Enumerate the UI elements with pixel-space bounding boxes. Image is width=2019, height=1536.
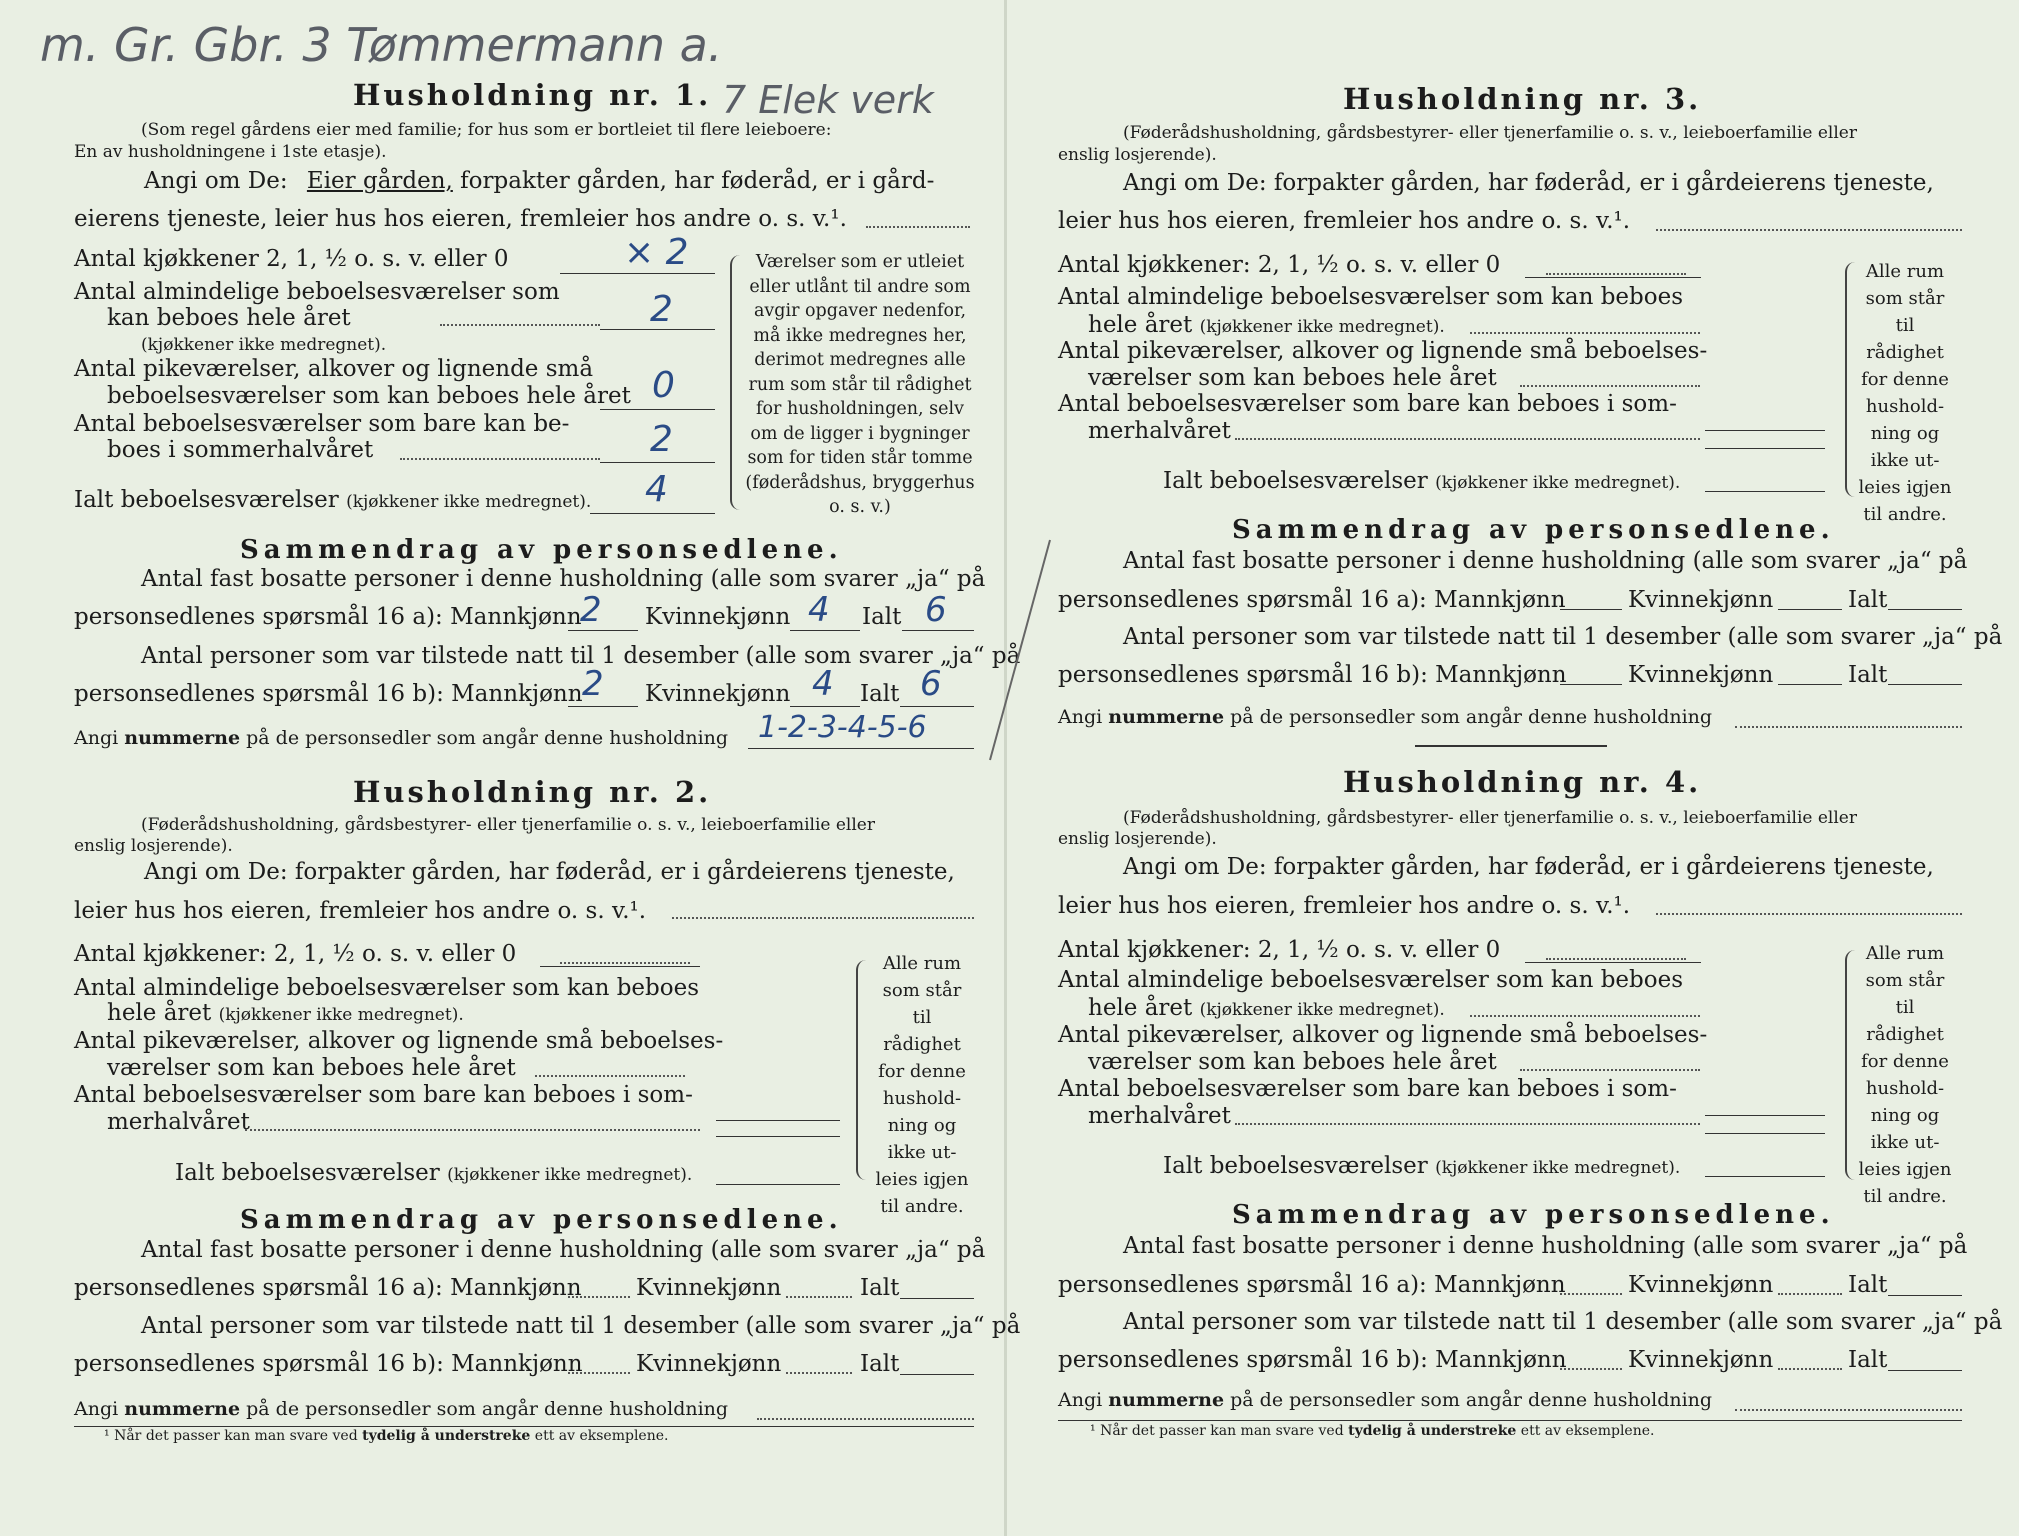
- pencil-stroke: [980, 530, 1060, 770]
- h2-a-female-line: [786, 1296, 852, 1298]
- h3-summer-label-1: Antal beboelsesværelser som bare kan beboes i som-: [1058, 391, 1677, 417]
- right-footnote: [1090, 1423, 1654, 1439]
- h1-ask-line-1: [144, 168, 934, 194]
- h4-b-total-line: [1888, 1370, 1962, 1371]
- right-footnote-text-3: ett av eksemplene.: [1520, 1423, 1655, 1439]
- h3-small-dots: [1520, 385, 1700, 387]
- h4-a-male-line: [1560, 1293, 1622, 1295]
- h4-small-dots: [1520, 1069, 1700, 1071]
- h1-title: Husholdning nr. 1.: [353, 78, 712, 112]
- h3-total-label: [1163, 468, 1680, 494]
- h1-numbers-keyword: nummerne: [124, 727, 241, 749]
- h2-ordinary-text: hele året: [107, 1000, 212, 1026]
- h1-a-total-label: Ialt: [862, 604, 902, 630]
- h1-kitchens-value: × 2: [624, 232, 689, 273]
- h4-b-total-label: Ialt: [1848, 1347, 1888, 1373]
- left-footnote: [104, 1428, 668, 1444]
- h2-summary-b-line-1: Antal personer som var tilstede natt til 1 desember (alle som svarer „ja“ på: [141, 1313, 1021, 1339]
- h2-numbers-rest: på de personsedler som angår denne husholdning: [246, 1398, 729, 1420]
- left-footnote-rule: [74, 1426, 974, 1427]
- h1-ask-dots: [866, 226, 970, 228]
- h3-summer-line-2: [1705, 448, 1825, 449]
- h3-kitchens-label: Antal kjøkkener: 2, 1, ½ o. s. v. eller 0: [1058, 252, 1501, 278]
- h1-summer-value: 2: [650, 419, 673, 460]
- h1-small-label-2: beboelsesværelser som kan beboes hele året: [107, 383, 631, 409]
- h2-side-note: Alle rum som står til rådighet for denne hushold-ning og ikke ut-leies igjen til andre.: [875, 953, 969, 1217]
- h3-a-female-line: [1778, 609, 1842, 610]
- h1-kitchens-label: Antal kjøkkener 2, 1, ½ o. s. v. eller 0: [74, 246, 509, 272]
- h4-b-male-line: [1560, 1368, 1622, 1370]
- h2-ask-dots: [672, 917, 974, 919]
- h4-summer-label-1: Antal beboelsesværelser som bare kan beboes i som-: [1058, 1076, 1677, 1102]
- h4-numbers-rest: på de personsedler som angår denne husholdning: [1230, 1389, 1713, 1411]
- h1-small-line: [600, 409, 715, 410]
- h2-total-label: [175, 1160, 692, 1186]
- h3-a-male-line: [1560, 609, 1622, 610]
- h3-summary-a-line-2: personsedlenes spørsmål 16 a): Mannkjønn: [1058, 587, 1566, 613]
- h2-summary-b-line-2: personsedlenes spørsmål 16 b): Mannkjønn: [74, 1351, 583, 1377]
- h1-a-female-line: [790, 630, 860, 631]
- h2-ordinary-label-1: Antal almindelige beboelsesværelser som kan beboes: [74, 975, 700, 1001]
- h3-side-brace: [1845, 262, 1857, 497]
- h3-ordinary-label-1: Antal almindelige beboelsesværelser som kan beboes: [1058, 284, 1684, 310]
- h1-b-female-label: Kvinnekjønn: [645, 681, 791, 707]
- h4-summer-line: [1705, 1115, 1825, 1116]
- h2-b-total-line: [900, 1374, 974, 1375]
- h2-b-total-label: Ialt: [860, 1351, 900, 1377]
- h4-kitchens-dots: [1546, 958, 1686, 960]
- h1-summary-b-line-2: personsedlenes spørsmål 16 b): Mannkjønn: [74, 681, 583, 707]
- h2-kitchens-line: [540, 966, 700, 967]
- h2-ask-line-2: leier hus hos eieren, fremleier hos andre o. s. v.¹.: [74, 898, 647, 924]
- h4-summary-title: Sammendrag av personsedlene.: [1232, 1200, 1835, 1230]
- h2-a-total-line: [900, 1298, 974, 1299]
- h4-side-brace: [1845, 950, 1857, 1180]
- h4-note-line-2: enslig losjerende).: [1058, 829, 1217, 849]
- h1-side-note: Værelser som er utleiet eller utlånt til andre som avgir opgaver nedenfor, må ikke medregnes her, derimot medregnes alle rum som står til rådighet for husholdningen, selv om de ligger i bygninger som for tiden står tomme (føderådshus, bryggerhus o. s. v.): [745, 252, 975, 517]
- h2-a-female-label: Kvinnekjønn: [636, 1275, 782, 1301]
- h3-ordinary-note: (kjøkkener ikke medregnet).: [1199, 317, 1445, 337]
- h3-note-line-2: enslig losjerende).: [1058, 145, 1217, 165]
- h1-kitchens-line: [560, 273, 715, 274]
- h1-b-female-value: 4: [812, 664, 834, 704]
- h2-summary-a-line-1: Antal fast bosatte personer i denne husholdning (alle som svarer „ja“ på: [141, 1237, 986, 1263]
- h3-side-note: Alle rum som står til rådighet for denne hushold-ning og ikke ut-leies igjen til andre.: [1858, 261, 1952, 525]
- h1-b-male-value: 2: [582, 664, 604, 704]
- h3-ask-line-2: leier hus hos eieren, fremleier hos andre o. s. v.¹.: [1058, 208, 1631, 234]
- h1-ordinary-note: (kjøkkener ikke medregnet).: [141, 335, 387, 355]
- h2-summer-dots: [245, 1129, 700, 1131]
- h3-kitchens-dots: [1546, 273, 1686, 275]
- h3-a-total-label: Ialt: [1848, 587, 1888, 613]
- h2-numbers-line: [757, 1418, 974, 1420]
- h1-ask-rest: forpakter gården, har føderåd, er i gård-: [460, 168, 935, 194]
- h2-kitchens-dots: [560, 962, 690, 964]
- h3-b-male-line: [1560, 684, 1622, 685]
- h2-summer-line: [716, 1120, 840, 1121]
- h1-a-male-line: [568, 630, 638, 631]
- h3-ordinary-label-2: [1088, 312, 1445, 338]
- h3-summary-a-line-1: Antal fast bosatte personer i denne husholdning (alle som svarer „ja“ på: [1123, 548, 1968, 574]
- h1-summer-dots: [400, 458, 600, 460]
- h4-total-text: Ialt beboelsesværelser: [1163, 1153, 1428, 1179]
- h1-b-total-line: [900, 706, 974, 707]
- h4-summary-b-line-1: Antal personer som var tilstede natt til 1 desember (alle som svarer „ja“ på: [1123, 1309, 2003, 1335]
- h1-a-male-value: 2: [580, 590, 602, 630]
- h3-kitchens-line: [1525, 277, 1701, 278]
- h4-total-line: [1705, 1176, 1825, 1177]
- h2-b-female-label: Kvinnekjønn: [636, 1351, 782, 1377]
- h1-total-line: [590, 513, 715, 514]
- h1-summary-a-line-2: personsedlenes spørsmål 16 a): Mannkjønn: [74, 604, 582, 630]
- h2-note-line-1: (Føderådshusholdning, gårdsbestyrer- eller tjenerfamilie o. s. v., leieboerfamilie eller: [141, 815, 875, 835]
- h3-numbers-label: [1058, 706, 1712, 728]
- h4-summary-a-line-1: Antal fast bosatte personer i denne husholdning (alle som svarer „ja“ på: [1123, 1233, 1968, 1259]
- h1-numbers-prefix: Angi: [74, 727, 119, 749]
- h1-numbers-label: [74, 727, 728, 749]
- h3-b-female-label: Kvinnekjønn: [1628, 662, 1774, 688]
- h1-note-line-2: En av husholdningene i 1ste etasje).: [74, 142, 387, 162]
- h4-ordinary-label-1: Antal almindelige beboelsesværelser som kan beboes: [1058, 967, 1684, 993]
- h4-summer-label-2: merhalvåret: [1088, 1103, 1231, 1129]
- h1-ordinary-dots: [440, 324, 600, 326]
- h3-small-label-1: Antal pikeværelser, alkover og lignende små beboelses-: [1058, 338, 1708, 364]
- h1-small-label-1: Antal pikeværelser, alkover og lignende små: [74, 356, 594, 382]
- h4-small-label-1: Antal pikeværelser, alkover og lignende små beboelses-: [1058, 1022, 1708, 1048]
- h4-b-female-label: Kvinnekjønn: [1628, 1347, 1774, 1373]
- h2-numbers-keyword: nummerne: [124, 1398, 241, 1420]
- h3-b-total-line: [1888, 684, 1962, 685]
- h4-summary-b-line-2: personsedlenes spørsmål 16 b): Mannkjønn: [1058, 1347, 1567, 1373]
- h4-ordinary-dots: [1470, 1015, 1700, 1017]
- h2-total-text: Ialt beboelsesværelser: [175, 1160, 440, 1186]
- h4-numbers-line: [1735, 1409, 1962, 1411]
- h4-numbers-keyword: nummerne: [1108, 1389, 1225, 1411]
- h2-summer-label-1: Antal beboelsesværelser som bare kan beboes i som-: [74, 1082, 693, 1108]
- h3-b-total-label: Ialt: [1848, 662, 1888, 688]
- h1-ordinary-value: 2: [650, 289, 673, 330]
- h1-total-label: [74, 487, 591, 513]
- h2-title: Husholdning nr. 2.: [353, 775, 712, 809]
- h1-ask-prefix: Angi om De:: [144, 168, 288, 194]
- h3-ask-dots: [1656, 229, 1962, 231]
- h1-summer-label-2: boes i sommerhalvåret: [107, 437, 374, 463]
- h3-numbers-line: [1735, 726, 1962, 728]
- h1-summary-b-line-1: Antal personer som var tilstede natt til 1 desember (alle som svarer „ja“ på: [141, 643, 1021, 669]
- h1-summary-title: Sammendrag av personsedlene.: [240, 535, 843, 565]
- h4-ordinary-note: (kjøkkener ikke medregnet).: [1199, 1000, 1445, 1020]
- h3-summer-line: [1705, 430, 1825, 431]
- handwritten-top-note: m. Gr. Gbr. 3 Tømmermann a.: [40, 18, 723, 72]
- h1-ordinary-label-2: kan beboes hele året: [107, 305, 351, 331]
- h1-summer-line: [600, 462, 715, 463]
- h2-small-label-2: værelser som kan beboes hele året: [107, 1055, 516, 1081]
- pencil-stroke-path: [990, 540, 1050, 760]
- h3-numbers-prefix: Angi: [1058, 706, 1103, 728]
- h3-small-label-2: værelser som kan beboes hele året: [1088, 365, 1497, 391]
- h2-total-line: [716, 1184, 840, 1185]
- h3-numbers-keyword: nummerne: [1108, 706, 1225, 728]
- h4-side-note: Alle rum som står til rådighet for denne hushold-ning og ikke ut-leies igjen til andre.: [1858, 943, 1952, 1207]
- h1-note-line-1: (Som regel gårdens eier med familie; for hus som er bortleiet til flere leieboere:: [141, 120, 832, 140]
- h4-kitchens-line: [1525, 962, 1701, 963]
- h1-numbers-line: [748, 748, 974, 749]
- h1-ask-owner: Eier gården,: [306, 168, 453, 194]
- h4-ordinary-text: hele året: [1088, 995, 1193, 1021]
- h4-a-female-line: [1778, 1293, 1842, 1295]
- h2-b-female-line: [786, 1372, 852, 1374]
- left-footnote-text-2: tydelig å understreke: [362, 1428, 531, 1444]
- h4-a-total-line: [1888, 1295, 1962, 1296]
- h2-small-label-1: Antal pikeværelser, alkover og lignende små beboelses-: [74, 1028, 724, 1054]
- h3-total-line: [1705, 491, 1825, 492]
- h1-b-female-line: [790, 706, 860, 707]
- h1-total-text: Ialt beboelsesværelser: [74, 487, 339, 513]
- h4-numbers-prefix: Angi: [1058, 1389, 1103, 1411]
- h1-ask-line-2: eierens tjeneste, leier hus hos eieren, fremleier hos andre o. s. v.¹.: [74, 206, 847, 232]
- h1-a-total-line: [902, 630, 974, 631]
- h4-small-label-2: værelser som kan beboes hele året: [1088, 1049, 1497, 1075]
- h4-summer-dots: [1235, 1123, 1700, 1125]
- h1-summary-a-line-1: Antal fast bosatte personer i denne husholdning (alle som svarer „ja“ på: [141, 566, 986, 592]
- h2-ask-line-1: Angi om De: forpakter gården, har føderåd, er i gårdeierens tjeneste,: [144, 859, 955, 885]
- h2-small-dots: [535, 1075, 685, 1077]
- h4-b-female-line: [1778, 1368, 1842, 1370]
- h2-kitchens-label: Antal kjøkkener: 2, 1, ½ o. s. v. eller 0: [74, 941, 517, 967]
- h3-summary-b-line-1: Antal personer som var tilstede natt til 1 desember (alle som svarer „ja“ på: [1123, 624, 2003, 650]
- h1-total-value: 4: [645, 469, 668, 510]
- h4-total-note: (kjøkkener ikke medregnet).: [1435, 1158, 1681, 1178]
- h4-title: Husholdning nr. 4.: [1343, 765, 1702, 799]
- handwritten-top-note-2: 7 Elek verk: [722, 78, 934, 122]
- h2-summary-a-line-2: personsedlenes spørsmål 16 a): Mannkjønn: [74, 1275, 582, 1301]
- h4-total-label: [1163, 1153, 1680, 1179]
- h3-ordinary-dots: [1470, 332, 1700, 334]
- h3-b-female-line: [1778, 684, 1842, 685]
- h4-summer-line-2: [1705, 1133, 1825, 1134]
- h3-a-total-line: [1888, 609, 1962, 610]
- h1-a-female-label: Kvinnekjønn: [645, 604, 791, 630]
- h2-ordinary-label-2: [107, 1000, 464, 1026]
- h1-total-note: (kjøkkener ikke medregnet).: [346, 492, 592, 512]
- h2-note-line-2: enslig losjerende).: [74, 836, 233, 856]
- h1-a-female-value: 4: [808, 590, 830, 630]
- left-footnote-text-3: ett av eksemplene.: [534, 1428, 669, 1444]
- left-footnote-text-1: Når det passer kan man svare ved: [114, 1428, 358, 1444]
- left-footnote-mark: ¹: [104, 1428, 110, 1444]
- h2-b-male-line: [568, 1372, 630, 1374]
- h2-a-total-label: Ialt: [860, 1275, 900, 1301]
- h4-ask-line-1: Angi om De: forpakter gården, har føderåd, er i gårdeierens tjeneste,: [1123, 854, 1934, 880]
- h3-total-note: (kjøkkener ikke medregnet).: [1435, 473, 1681, 493]
- h2-numbers-label: [74, 1398, 728, 1420]
- h4-numbers-label: [1058, 1389, 1712, 1411]
- right-footnote-text-2: tydelig å understreke: [1348, 1423, 1517, 1439]
- h2-summer-label-2: merhalvåret: [107, 1109, 250, 1135]
- h3-a-female-label: Kvinnekjønn: [1628, 587, 1774, 613]
- h2-summary-title: Sammendrag av personsedlene.: [240, 1205, 843, 1235]
- h2-total-note: (kjøkkener ikke medregnet).: [447, 1165, 693, 1185]
- h3-summer-label-2: merhalvåret: [1088, 418, 1231, 444]
- h3-numbers-rest: på de personsedler som angår denne husholdning: [1230, 706, 1713, 728]
- right-footnote-mark: ¹: [1090, 1423, 1096, 1439]
- h3-ordinary-text: hele året: [1088, 312, 1193, 338]
- h2-a-male-line: [568, 1296, 630, 1298]
- h1-b-male-line: [568, 706, 638, 707]
- h1-ordinary-label-1: Antal almindelige beboelsesværelser som: [74, 279, 560, 305]
- section-separator: [1415, 745, 1607, 747]
- h3-title: Husholdning nr. 3.: [1343, 82, 1702, 116]
- h1-b-total-value: 6: [920, 664, 942, 704]
- h3-total-text: Ialt beboelsesværelser: [1163, 468, 1428, 494]
- h4-note-line-1: (Føderådshusholdning, gårdsbestyrer- eller tjenerfamilie o. s. v., leieboerfamilie eller: [1123, 808, 1857, 828]
- h3-summary-b-line-2: personsedlenes spørsmål 16 b): Mannkjønn: [1058, 662, 1567, 688]
- h3-summer-dots: [1235, 438, 1700, 440]
- h4-a-female-label: Kvinnekjønn: [1628, 1272, 1774, 1298]
- h1-small-value: 0: [652, 365, 675, 406]
- right-footnote-text-1: Når det passer kan man svare ved: [1100, 1423, 1344, 1439]
- h1-b-total-label: Ialt: [860, 681, 900, 707]
- h1-numbers-value: 1-2-3-4-5-6: [758, 710, 927, 745]
- h4-ask-dots: [1656, 913, 1962, 915]
- h3-note-line-1: (Føderådshusholdning, gårdsbestyrer- eller tjenerfamilie o. s. v., leieboerfamilie eller: [1123, 123, 1857, 143]
- h4-a-total-label: Ialt: [1848, 1272, 1888, 1298]
- h1-summer-label-1: Antal beboelsesværelser som bare kan be-: [74, 411, 570, 437]
- h2-numbers-prefix: Angi: [74, 1398, 119, 1420]
- h4-kitchens-label: Antal kjøkkener: 2, 1, ½ o. s. v. eller 0: [1058, 937, 1501, 963]
- h1-numbers-rest: på de personsedler som angår denne husholdning: [246, 727, 729, 749]
- h1-side-brace: [730, 255, 742, 510]
- h2-side-brace: [856, 960, 868, 1180]
- h2-ordinary-note: (kjøkkener ikke medregnet).: [218, 1005, 464, 1025]
- h4-ordinary-label-2: [1088, 995, 1445, 1021]
- h3-summary-title: Sammendrag av personsedlene.: [1232, 515, 1835, 545]
- h1-a-total-value: 6: [925, 590, 947, 630]
- h4-ask-line-2: leier hus hos eieren, fremleier hos andre o. s. v.¹.: [1058, 893, 1631, 919]
- h3-ask-line-1: Angi om De: forpakter gården, har føderåd, er i gårdeierens tjeneste,: [1123, 170, 1934, 196]
- h2-summer-line-2: [716, 1136, 840, 1137]
- h4-summary-a-line-2: personsedlenes spørsmål 16 a): Mannkjønn: [1058, 1272, 1566, 1298]
- right-footnote-rule: [1058, 1420, 1962, 1421]
